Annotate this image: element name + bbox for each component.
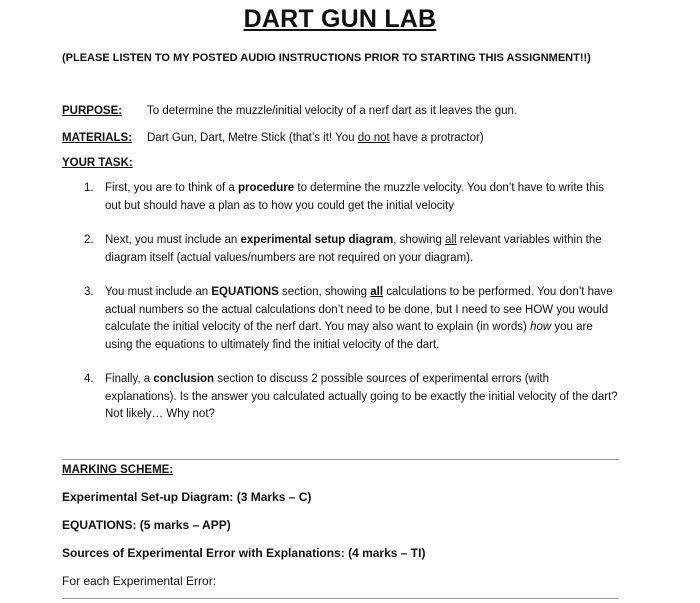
task-text: calculations to be performed. You don’t have actual numbers so the actual calculations don’t need to be done, but I need to see HOW you would calculate the initial velocity of the nerf dart. You may also want to explain (in words) bbox=[105, 286, 613, 333]
materials-row bbox=[62, 132, 484, 144]
marking-item: Experimental Set-up Diagram: (3 Marks – C) bbox=[62, 490, 312, 504]
task-text: Next, you must include an bbox=[105, 234, 241, 246]
task-text-underline: all bbox=[445, 234, 457, 246]
purpose-row bbox=[62, 105, 517, 117]
audio-notice: (PLEASE LISTEN TO MY POSTED AUDIO INSTRUCTIONS PRIOR TO STARTING THIS ASSIGNMENT!!) bbox=[62, 52, 591, 64]
purpose-label: PURPOSE: bbox=[62, 105, 123, 117]
task-text: First, you are to think of a bbox=[105, 182, 238, 194]
bottom-divider bbox=[62, 598, 619, 599]
task-text-bold: experimental setup diagram bbox=[240, 234, 394, 246]
marking-footer: For each Experimental Error: bbox=[62, 574, 217, 588]
purpose-text: To determine the muzzle/initial velocity of a nerf dart as it leaves the gun. bbox=[147, 105, 518, 117]
task-text-bold: EQUATIONS bbox=[211, 286, 279, 298]
materials-label: MATERIALS: bbox=[62, 132, 133, 144]
task-text: section, showing bbox=[278, 286, 371, 298]
your-task-row bbox=[62, 157, 133, 169]
task-item bbox=[62, 180, 622, 215]
materials-text-before: Dart Gun, Dart, Metre Stick (that’s it! You bbox=[147, 132, 358, 144]
task-text-bold: procedure bbox=[237, 182, 295, 194]
section-divider bbox=[62, 459, 619, 460]
materials-text-after: have a protractor) bbox=[389, 132, 484, 144]
task-text: Finally, a bbox=[105, 373, 154, 385]
task-text: relevant variables within the diagram itself (actual values/numbers are not required on your diagram). bbox=[105, 234, 602, 264]
task-text: You must include an bbox=[105, 286, 212, 298]
marking-item: EQUATIONS: (5 marks – APP) bbox=[62, 518, 231, 532]
task-number: 3. bbox=[84, 286, 94, 298]
task-item bbox=[62, 284, 622, 354]
task-item bbox=[62, 232, 622, 267]
task-text: to determine the muzzle velocity. You don’t have to write this out but should have a plan as to how you could get the initial velocity bbox=[105, 182, 605, 212]
materials-text-emphasis: do not bbox=[357, 132, 390, 144]
marking-scheme-heading: MARKING SCHEME: bbox=[62, 464, 174, 476]
task-number: 1. bbox=[84, 182, 94, 194]
task-text: you are using the equations to ultimately find the initial velocity of the dart. bbox=[105, 321, 593, 351]
your-task-label: YOUR TASK: bbox=[62, 157, 133, 169]
task-number: 2. bbox=[84, 234, 94, 246]
task-number: 4. bbox=[84, 373, 94, 385]
marking-item: Sources of Experimental Error with Explanations: (4 marks – TI) bbox=[62, 546, 426, 560]
task-text: section to discuss 2 possible sources of experimental errors (with explanations). Is the answer you calculated actually going to be exactly the initial velocity of the dart? Not likely… Why not? bbox=[105, 373, 618, 420]
task-item bbox=[62, 371, 622, 424]
task-text-italic: how bbox=[530, 321, 552, 333]
task-text: , showing bbox=[393, 234, 446, 246]
task-list bbox=[62, 180, 622, 424]
task-text-bold-underline: all bbox=[370, 286, 384, 298]
task-text-bold: conclusion bbox=[153, 373, 215, 385]
document-title: DART GUN LAB bbox=[243, 5, 437, 33]
